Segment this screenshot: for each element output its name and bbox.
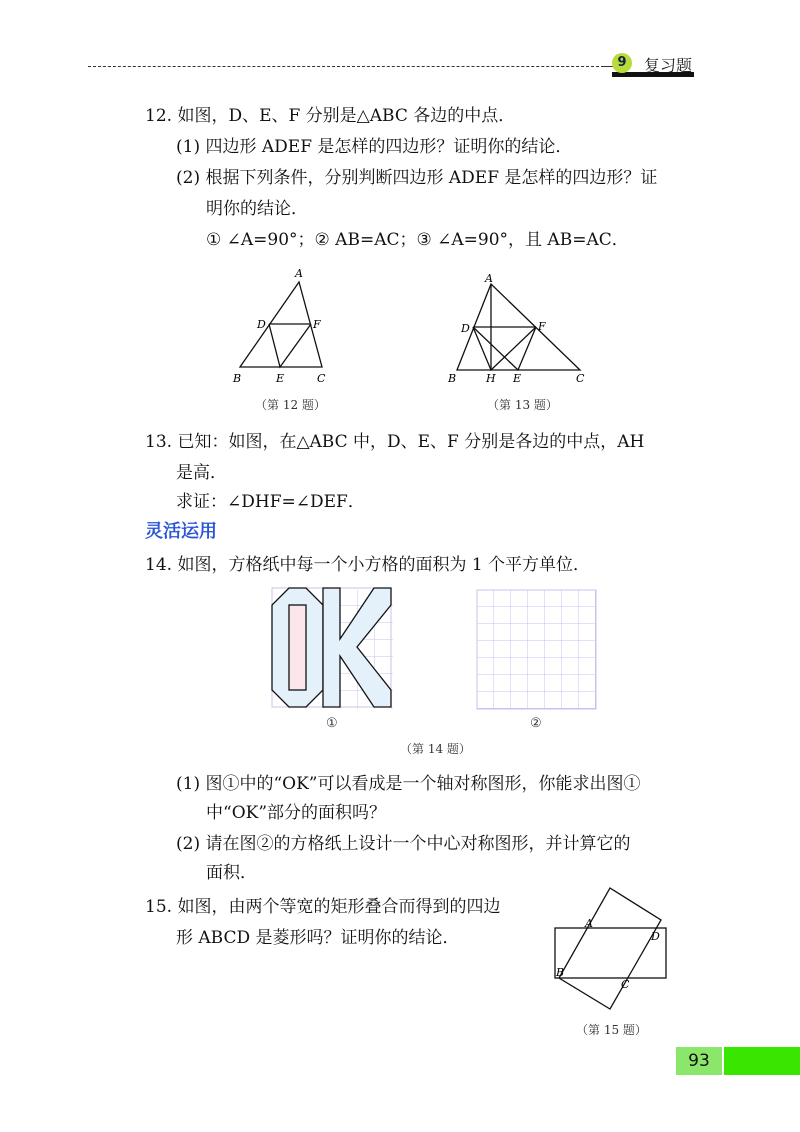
figure-14-empty-grid (476, 589, 598, 711)
problem-13-line2: 是高． (176, 463, 227, 483)
page-color-strip (724, 1047, 800, 1075)
figure-13-caption: （第 13 题） (487, 398, 558, 412)
figure-13-triangle (440, 270, 590, 388)
figure-14-2-label: ② (530, 716, 542, 731)
problem-12-stem: 12. 如图，D、E、F 分别是△ABC 各边的中点． (145, 106, 516, 126)
figure-14-caption: （第 14 题） (400, 742, 471, 756)
problem-12-conditions: ① ∠A=90°；② AB=AC；③ ∠A=90°，且 AB=AC． (206, 230, 629, 250)
fig15-label-b: B (556, 966, 565, 979)
problem-15-line2: 形 ABCD 是菱形吗？证明你的结论． (176, 928, 460, 948)
section-title: 灵活运用 (145, 521, 217, 542)
fig13-label-c: C (576, 372, 585, 385)
problem-14-q2-line2: 面积． (206, 863, 257, 883)
fig12-label-f: F (313, 318, 321, 331)
figure-14-ok-grid (270, 586, 394, 710)
problem-14-q1-line2: 中“OK”部分的面积吗？ (206, 803, 387, 823)
fig12-label-e: E (276, 372, 285, 385)
problem-12-q2-line2: 明你的结论． (206, 199, 308, 219)
problem-13-line3: 求证：∠DHF=∠DEF． (176, 492, 365, 512)
fig13-label-h: H (486, 372, 496, 385)
problem-15-line1: 15. 如图，由两个等宽的矩形叠合而得到的四边 (145, 897, 501, 917)
figure-12-caption: （第 12 题） (255, 398, 326, 412)
figure-15-caption: （第 15 题） (576, 1023, 647, 1037)
chapter-title: 复习题 (644, 56, 693, 75)
problem-13-line1: 13. 已知：如图，在△ABC 中，D、E、F 分别是各边的中点，AH (145, 432, 645, 452)
fig12-label-a: A (295, 267, 303, 280)
problem-14-q1-line1: (1) 图①中的“OK”可以看成是一个轴对称图形，你能求出图① (176, 774, 641, 794)
problem-14-q2-line1: (2) 请在图②的方格纸上设计一个中心对称图形，并计算它的 (176, 834, 631, 854)
fig13-label-f: F (538, 320, 546, 333)
fig13-label-d: D (461, 322, 470, 335)
fig12-label-c: C (317, 372, 326, 385)
figure-12-triangle (225, 262, 345, 388)
fig15-label-a: A (585, 917, 593, 930)
header-dashed-rule (88, 66, 604, 67)
fig13-label-b: B (448, 372, 457, 385)
chapter-number-badge: 9 (612, 53, 632, 73)
problem-12-q2-line1: (2) 根据下列条件，分别判断四边形 ADEF 是怎样的四边形？证 (176, 168, 658, 188)
fig15-label-c: C (621, 978, 630, 991)
fig13-label-a: A (485, 272, 493, 285)
problem-12-q1: (1) 四边形 ADEF 是怎样的四边形？证明你的结论． (176, 137, 573, 157)
fig13-label-e: E (513, 372, 522, 385)
problem-14-stem: 14. 如图，方格纸中每一个小方格的面积为 1 个平方单位． (145, 555, 591, 575)
figure-15-rhombus (548, 885, 670, 1015)
figure-14-1-label: ① (326, 716, 338, 731)
fig12-label-d: D (257, 318, 266, 331)
fig15-label-d: D (651, 930, 660, 943)
page-number: 93 (676, 1047, 722, 1075)
fig12-label-b: B (233, 372, 242, 385)
